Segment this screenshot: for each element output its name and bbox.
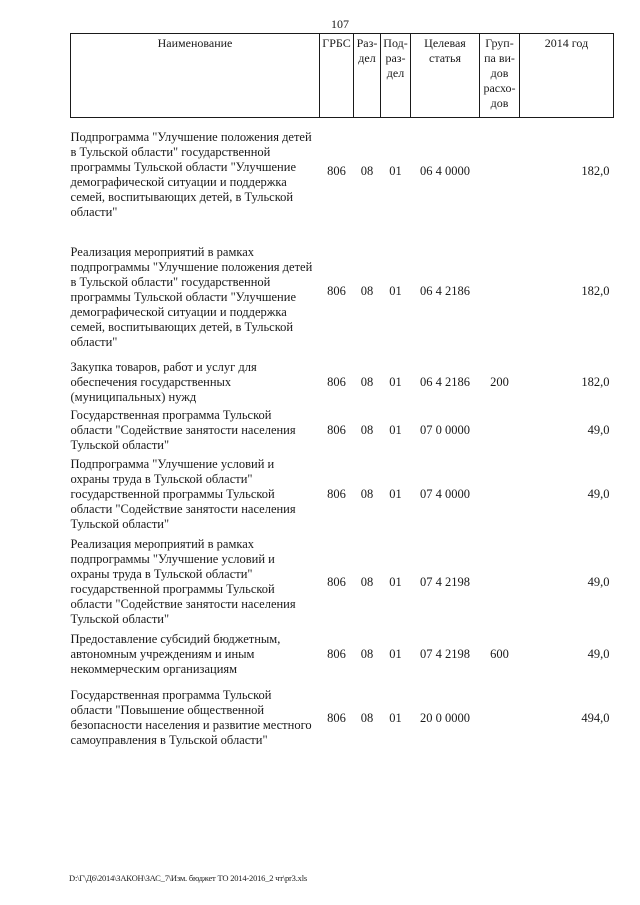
row-grbs: 806 <box>327 646 346 661</box>
row-target-article: 06 4 0000 <box>420 163 470 178</box>
row-razdel: 08 <box>360 646 374 661</box>
row-expense-group <box>480 454 520 534</box>
row-name: Государственная программа Тульской области "Содействие занятости населения Тульской области" <box>70 407 296 452</box>
header-razdel: Раз- дел <box>354 34 381 118</box>
row-name: Государственная программа Тульской области "Повышение общественной безопасности населения и развитие местного самоуправления в Тульской области" <box>70 688 312 747</box>
budget-table <box>70 33 614 758</box>
row-podrazdel: 01 <box>389 283 402 298</box>
row-name: Реализация мероприятий в рамках подпрограммы "Улучшение положения детей в Тульской области" государственной программы Тульской области "Улучшение демографической ситуации и поддержка семей, воспитывающих детей, в Тульской области" <box>70 244 313 349</box>
row-razdel: 08 <box>360 283 374 298</box>
page-number: 107 <box>331 17 349 31</box>
row-name: Подпрограмма "Улучшение условий и охраны труда в Тульской области" государственной программы Тульской области "Содействие занятости населения Тульской области" <box>70 456 296 531</box>
table-row <box>71 630 614 678</box>
footer-file-path: D:\Г\Д6\2014\ЗАКОН\ЗАС_7\Изм. бюджет ТО 2014-2016_2 чт\pr3.xls <box>69 873 307 883</box>
header-grbs: ГРБС <box>320 34 354 118</box>
row-podrazdel: 01 <box>389 710 402 725</box>
row-target-article: 06 4 2186 <box>420 374 470 389</box>
row-podrazdel: 01 <box>389 486 402 501</box>
table-row <box>71 454 614 534</box>
row-expense-group <box>480 534 520 630</box>
row-name: Подпрограмма "Улучшение положения детей в Тульской области" государственной программы Тульской области "Улучшение демографической ситуации и поддержка семей, воспитывающих детей, в Тульской области" <box>70 130 312 219</box>
row-grbs: 806 <box>327 574 346 589</box>
row-razdel: 08 <box>360 374 374 389</box>
header-name: Наименование <box>71 34 320 118</box>
row-amount: 49,0 <box>587 486 610 501</box>
row-target-article: 07 4 2198 <box>420 574 470 589</box>
row-target-article: 07 4 2198 <box>420 646 470 661</box>
row-expense-group <box>480 678 520 758</box>
row-grbs: 806 <box>327 486 346 501</box>
row-amount: 49,0 <box>587 646 610 661</box>
row-target-article: 07 0 0000 <box>420 422 470 437</box>
row-podrazdel: 01 <box>389 574 402 589</box>
row-podrazdel: 01 <box>389 374 402 389</box>
row-expense-group <box>480 406 520 454</box>
row-razdel: 08 <box>360 486 374 501</box>
row-name: Предоставление субсидий бюджетным, автономным учреждениям и иным некоммерческим организациям <box>70 631 281 676</box>
row-podrazdel: 01 <box>389 422 402 437</box>
table-row <box>71 406 614 454</box>
row-expense-group <box>480 118 520 225</box>
table-header-row <box>71 34 614 118</box>
row-expense-group: 600 <box>490 646 509 661</box>
row-expense-group: 200 <box>490 374 509 389</box>
header-podrazdel: Под- раз- дел <box>381 34 411 118</box>
row-grbs: 806 <box>327 283 346 298</box>
table-row <box>71 534 614 630</box>
table-row <box>71 224 614 358</box>
row-name: Реализация мероприятий в рамках подпрограммы "Улучшение условий и охраны труда в Тульской области" государственной программы Тульской области "Содействие занятости населения Тульской области" <box>70 537 296 626</box>
row-podrazdel: 01 <box>389 163 402 178</box>
row-podrazdel: 01 <box>389 646 402 661</box>
header-expense-group: Груп- па ви- дов расхо- дов <box>480 34 520 118</box>
row-amount: 182,0 <box>581 283 610 298</box>
header-amount-2014: 2014 год <box>520 34 614 118</box>
table-row <box>71 678 614 758</box>
row-razdel: 08 <box>360 422 374 437</box>
table-row <box>71 358 614 406</box>
row-grbs: 806 <box>327 374 346 389</box>
row-razdel: 08 <box>360 710 374 725</box>
row-name: Закупка товаров, работ и услуг для обеспечения государственных (муниципальных) нужд <box>70 359 257 404</box>
row-amount: 494,0 <box>581 710 610 725</box>
row-razdel: 08 <box>360 163 374 178</box>
row-amount: 182,0 <box>581 163 610 178</box>
row-grbs: 806 <box>327 422 346 437</box>
header-target-article: Целевая статья <box>411 34 480 118</box>
table-row <box>71 118 614 225</box>
row-target-article: 07 4 0000 <box>420 486 470 501</box>
row-amount: 49,0 <box>587 422 610 437</box>
row-razdel: 08 <box>360 574 374 589</box>
row-grbs: 806 <box>327 710 346 725</box>
row-amount: 49,0 <box>587 574 610 589</box>
row-target-article: 20 0 0000 <box>420 710 470 725</box>
row-grbs: 806 <box>327 163 346 178</box>
row-target-article: 06 4 2186 <box>420 283 470 298</box>
row-expense-group <box>480 224 520 358</box>
row-amount: 182,0 <box>581 374 610 389</box>
